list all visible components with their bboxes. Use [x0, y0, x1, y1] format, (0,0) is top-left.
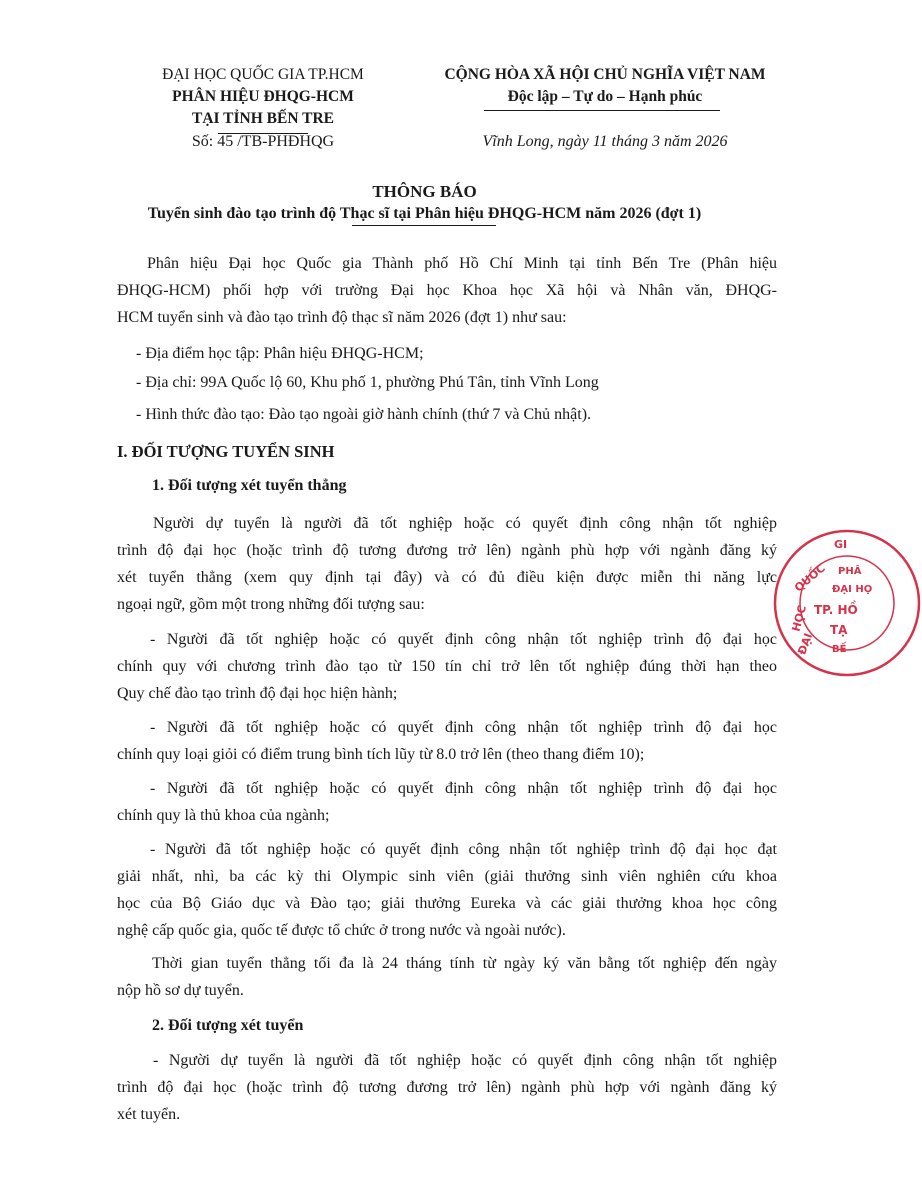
item4-line-3: học của Bộ Giáo dục và Đào tạo; giải thưởng Eureka và các giải thưởng khoa học công [117, 895, 777, 912]
p1-line-4: ngoại ngữ, gồm một trong những đối tượng sau: [117, 596, 425, 613]
seal-inner-2: ĐẠI HỌ [832, 584, 873, 595]
item3-line-1: - Người đã tốt nghiệp hoặc có quyết định công nhận tốt nghiệp trình độ đại học [150, 780, 777, 797]
section-heading: I. ĐỐI TƯỢNG TUYỂN SINH [117, 442, 335, 461]
seal-inner-3: TP. HỒ [814, 603, 858, 617]
intro-bullet-location: - Địa điểm học tập: Phân hiệu ĐHQG-HCM; [136, 345, 424, 362]
p2-line-3: xét tuyển. [117, 1106, 181, 1123]
branch-location: TẠI TỈNH BẾN TRE [192, 110, 334, 127]
item1-line-3: Quy chế đào tạo trình độ đại học hiện hành; [117, 685, 398, 702]
subsection-2-heading: 2. Đối tượng xét tuyển [152, 1017, 304, 1034]
item3-line-2: chính quy là thủ khoa của ngành; [117, 807, 330, 824]
seal-ring-left: ĐẠI [795, 631, 816, 657]
document-title: THÔNG BÁO [372, 182, 477, 201]
duration-line-2: nộp hồ sơ dự tuyển. [117, 982, 244, 999]
intro-line-1: Phân hiệu Đại học Quốc gia Thành phố Hồ Chí Minh tại tỉnh Bến Tre (Phân hiệu [147, 255, 777, 272]
intro-bullet-format: - Hình thức đào tạo: Đào tạo ngoài giờ hành chính (thứ 7 và Chủ nhật). [136, 406, 592, 423]
duration-line-1: Thời gian tuyển thẳng tối đa là 24 tháng tính từ ngày ký văn bằng tốt nghiệp đến ngày [152, 955, 777, 972]
seal-ring-hoc: HỌC [789, 603, 809, 633]
item4-line-4: nghệ cấp quốc gia, quốc tế được tổ chức ở trong nước và ngoài nước). [117, 922, 566, 939]
document-subtitle: Tuyển sinh đào tạo trình độ Thạc sĩ tại Phân hiệu ĐHQG-HCM năm 2026 (đợt 1) [147, 205, 702, 222]
seal-inner-4: TẠ [830, 623, 848, 637]
p1-line-3: xét tuyển thẳng (xem quy định tại đây) và có đủ điều kiện được miễn thi năng lực [117, 569, 777, 586]
item1-line-1: - Người đã tốt nghiệp hoặc có quyết định công nhận tốt nghiệp trình độ đại học [150, 631, 777, 648]
document-date: Vĩnh Long, ngày 11 tháng 3 năm 2026 [482, 133, 728, 150]
item4-line-1: - Người đã tốt nghiệp hoặc có quyết định công nhận tốt nghiệp trình độ đại học đạt [150, 841, 777, 858]
seal-inner-1: PHÂ [838, 566, 862, 577]
seal-inner-5: BẾ [832, 644, 847, 655]
intro-line-2: ĐHQG-HCM) phối hợp với trường Đại học Khoa học Xã hội và Nhân văn, ĐHQG- [117, 282, 777, 299]
item2-line-2: chính quy loại giỏi có điểm trung bình tích lũy từ 8.0 trở lên (theo thang điểm 10); [117, 746, 645, 763]
p2-line-1: - Người dự tuyển là người đã tốt nghiệp hoặc có quyết định công nhận tốt nghiệp [153, 1052, 777, 1069]
motto: Độc lập – Tự do – Hạnh phúc [507, 88, 703, 105]
p1-line-2: trình độ đại học (hoặc trình độ tương đương trở lên) ngành phù hợp với ngành đăng ký [117, 542, 777, 559]
seal-ring-top: GI [834, 538, 848, 551]
motto-underline [484, 110, 720, 111]
header-left [118, 64, 408, 130]
item4-line-2: giải nhất, nhì, ba các kỳ thi Olympic sinh viên (giải thưởng sinh viên nghiên cứu khoa [117, 868, 777, 885]
header-right [415, 64, 795, 108]
seal-ring-mid: QUỐC [792, 561, 828, 595]
official-seal [772, 528, 922, 678]
subsection-1-heading: 1. Đối tượng xét tuyển thẳng [152, 477, 347, 494]
item1-line-2: chính quy với chương trình đào tạo từ 150 tín chỉ trở lên tốt nghiệp đúng thời hạn theo [117, 658, 777, 675]
item2-line-1: - Người đã tốt nghiệp hoặc có quyết định công nhận tốt nghiệp trình độ đại học [150, 719, 777, 736]
intro-line-3: HCM tuyển sinh và đào tạo trình độ thạc sĩ năm 2026 (đợt 1) như sau: [117, 309, 567, 326]
ministry-name: ĐẠI HỌC QUỐC GIA TP.HCM [162, 66, 364, 83]
country-name: CỘNG HÒA XÃ HỘI CHỦ NGHĨA VIỆT NAM [444, 66, 766, 83]
intro-bullet-address: - Địa chỉ: 99A Quốc lộ 60, Khu phố 1, phường Phú Tân, tỉnh Vĩnh Long [136, 374, 599, 391]
document-number: Số: 45 /TB-PHĐHQG [191, 133, 335, 150]
branch-name: PHÂN HIỆU ĐHQG-HCM [172, 88, 354, 105]
title-underline [352, 225, 496, 226]
p1-line-1: Người dự tuyển là người đã tốt nghiệp hoặc có quyết định công nhận tốt nghiệp [153, 515, 777, 532]
p2-line-2: trình độ đại học (hoặc trình độ tương đương trở lên) ngành phù hợp với ngành đăng ký [117, 1079, 777, 1096]
